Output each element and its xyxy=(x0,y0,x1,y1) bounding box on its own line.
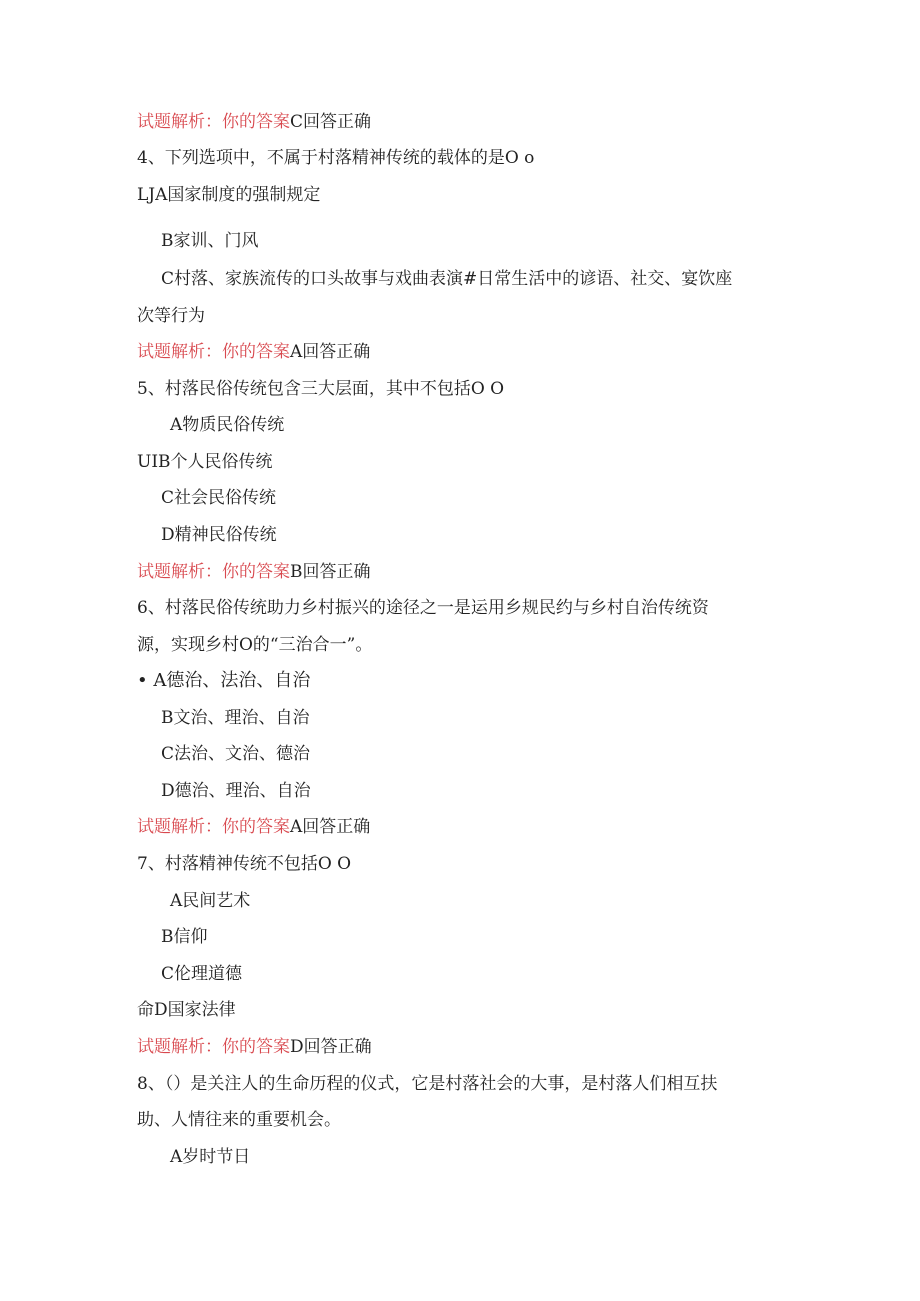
question-8-option-a: A岁时节日 xyxy=(170,1147,251,1167)
question-6-option-d: D德治、理治、自治 xyxy=(161,781,311,801)
question-4-option-b: B家训、门风 xyxy=(161,231,259,251)
question-6-option-b: B文治、理治、自治 xyxy=(161,708,310,728)
question-4-option-c: C村落、家族流传的口头故事与戏曲表演#日常生活中的谚语、社交、宴饮座 xyxy=(161,269,733,289)
question-8: 8、（）是关注人的生命历程的仪式，它是村落社会的大事，是村落人们相互扶 xyxy=(137,1074,718,1094)
analysis-label: 试题解析：你的答案 xyxy=(137,342,290,362)
question-7: 7、村落精神传统不包括O O xyxy=(137,854,352,874)
question-8-continued: 助、人情往来的重要机会。 xyxy=(137,1110,341,1130)
question-6-option-c: C法治、文治、德治 xyxy=(161,744,311,764)
question-4: 4、下列选项中，不属于村落精神传统的载体的是O o xyxy=(137,148,535,168)
question-7-option-a: A民间艺术 xyxy=(170,891,251,911)
analysis-label: 试题解析：你的答案 xyxy=(137,1037,290,1057)
question-7-option-d: 命D国家法律 xyxy=(137,1000,236,1020)
analysis-result: B回答正确 xyxy=(290,562,371,582)
question-5-option-d: D精神民俗传统 xyxy=(161,525,277,545)
analysis-label: 试题解析：你的答案 xyxy=(137,817,290,837)
analysis-result: A回答正确 xyxy=(290,817,371,837)
question-5: 5、村落民俗传统包含三大层面，其中不包括O O xyxy=(137,379,505,399)
question-7-option-b: B信仰 xyxy=(161,927,208,947)
question-6-option-a: • A德治、法治、自治 xyxy=(137,670,311,691)
analysis-label: 试题解析：你的答案 xyxy=(137,112,290,132)
question-7-option-c: C伦理道德 xyxy=(161,964,243,984)
question-6-continued: 源，实现乡村O的“三治合一”。 xyxy=(137,635,373,655)
analysis-result: A回答正确 xyxy=(290,342,371,362)
question-4-option-c-continued: 次等行为 xyxy=(137,306,205,326)
question-5-option-b: UIB个人民俗传统 xyxy=(137,452,273,472)
question-5-option-a: A物质民俗传统 xyxy=(170,415,285,435)
question-6: 6、村落民俗传统助力乡村振兴的途径之一是运用乡规民约与乡村自治传统资 xyxy=(137,598,709,618)
analysis-label: 试题解析：你的答案 xyxy=(137,562,290,582)
analysis-line-q7 xyxy=(137,1036,372,1058)
analysis-line-q3 xyxy=(137,111,371,133)
question-5-option-c: C社会民俗传统 xyxy=(161,488,277,508)
analysis-result: C回答正确 xyxy=(290,112,372,132)
analysis-line-q5 xyxy=(137,561,371,583)
question-4-option-a: LJA国家制度的强制规定 xyxy=(137,185,321,205)
analysis-result: D回答正确 xyxy=(290,1037,372,1057)
analysis-line-q6 xyxy=(137,816,370,838)
analysis-line-q4 xyxy=(137,341,370,363)
